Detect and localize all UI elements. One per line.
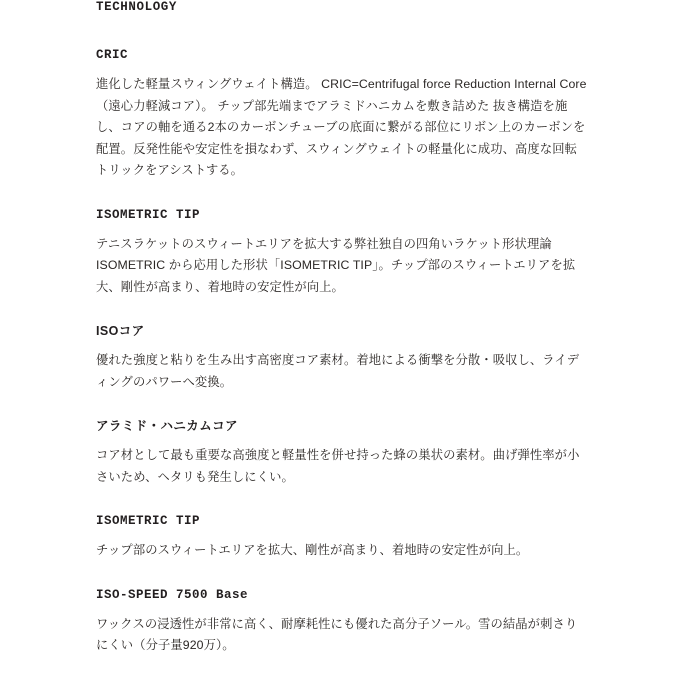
section-heading: ISOコア xyxy=(96,324,145,338)
section-body: 優れた強度と粘りを生み出す高密度コア素材。着地による衝撃を分散・吸収し、ライディングのパワーへ変換。 xyxy=(96,353,580,389)
section-body: コア材として最も重要な高強度と軽量性を併せ持った蜂の巣状の素材。曲げ弾性率が小さいため、ヘタリも発生しにくい。 xyxy=(96,448,580,484)
section-heading: アラミド・ハニカムコア xyxy=(96,419,238,433)
section-body: チップ部のスウィートエリアを拡大、剛性が高まり、着地時の安定性が向上。 xyxy=(96,543,529,557)
section-heading: ISOMETRIC TIP xyxy=(96,207,201,222)
section-cric xyxy=(96,48,588,182)
section-aramid-honeycomb-core xyxy=(96,419,588,488)
section-iso-speed-7500-base xyxy=(96,588,588,657)
section-heading: CRIC xyxy=(96,48,129,62)
section-isometric-tip-1 xyxy=(96,208,588,299)
section-body: ワックスの浸透性が非常に高く、耐摩耗性にも優れた高分子ソール。雪の結晶が刺さりにくい（分子量920万）。 xyxy=(96,616,578,652)
section-isometric-tip-2 xyxy=(96,514,588,562)
section-body: テニスラケットのスウィートエリアを拡大する弊社独自の四角いラケット形状理論 ISOMETRIC から応用した形状「ISOMETRIC TIP」。チップ部のスウィートエリアを拡大、剛性が高まり、着地時の安定性が向上。 xyxy=(96,236,576,294)
section-heading: ISOMETRIC TIP xyxy=(96,514,201,528)
section-iso-core xyxy=(96,324,588,393)
section-heading: ISO-SPEED 7500 Base xyxy=(96,587,249,602)
section-body: 進化した軽量スウィングウェイト構造。 CRIC=Centrifugal force Reduction Internal Core（遠心力軽減コア）。 チップ部先端までアラミドハニカムを敷き詰めた 抜き構造を施し、コアの軸を通る2本のカーボンチューブの底面に繋がる部位にリボン上のカーボンを配置。反発性能や安定性を損なわず、スウィングウェイトの軽量化に成功、高度な回転トリックをアシストする。 xyxy=(96,77,587,177)
page-overline: TECHNOLOGY xyxy=(96,0,178,14)
